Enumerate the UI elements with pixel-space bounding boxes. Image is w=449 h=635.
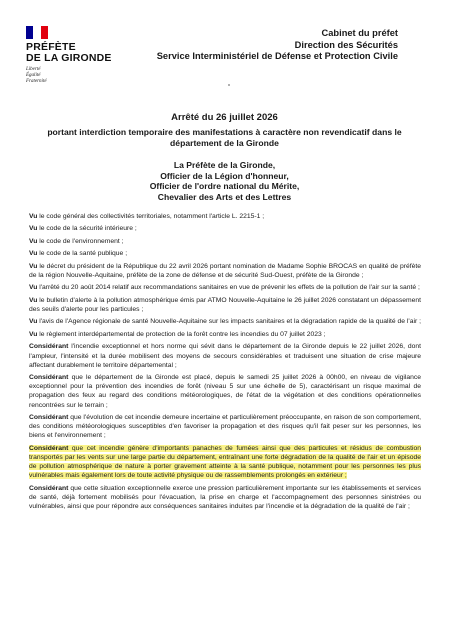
considerant-clause	[29, 484, 421, 511]
clause-content	[29, 250, 127, 257]
issuing-office-header	[157, 28, 398, 63]
clause-lead: Vu	[29, 296, 38, 304]
considerant-clause	[29, 342, 421, 369]
vu-clause	[29, 237, 421, 246]
decree-title: Arrêté du 26 juillet 2026	[171, 112, 278, 123]
vu-clause	[29, 262, 421, 280]
motto-liberte: Liberté	[26, 67, 41, 72]
authority-line: Chevalier des Arts et des Lettres	[157, 191, 292, 202]
clause-text: le code de la santé publique ;	[37, 250, 128, 258]
logo-title-line1: PRÉFÈTE	[26, 41, 76, 53]
clause-content	[29, 238, 123, 245]
clause-text: le bulletin d'alerte à la pollution atmosphérique émis par ATMO Nouvelle-Aquitaine le 26 juillet 2026 constatant un dépassement des seuils d'alerte pour les particules ;	[29, 296, 421, 314]
motto-egalite: Égalité	[26, 73, 41, 78]
clause-lead: Considérant	[29, 444, 69, 452]
authority-line: Officier de l'ordre national du Mérite,	[149, 181, 300, 192]
clause-content	[29, 318, 421, 325]
clause-text: le décret du président de la République du 22 avril 2026 portant nomination de Madame Sophie BROCAS en qualité de préfète de la région Nouvelle-Aquitaine, préfète de la zone de défense et de sécurité Sud-Ouest, préfète de la Gironde ;	[29, 262, 421, 279]
clause-content	[29, 343, 421, 368]
clause-content	[29, 374, 421, 408]
vu-clause	[29, 296, 421, 314]
clause-text: le code général des collectivités territoriales, notamment l'article L. 2215-1 ;	[37, 213, 265, 220]
clause-lead: Considérant	[29, 343, 69, 351]
french-flag-icon	[26, 26, 48, 39]
vu-clause	[29, 224, 421, 233]
clause-content	[29, 213, 264, 220]
clause-text: que cette situation exceptionnelle exerce une pression particulièrement importante sur les établissements et services de santé, déjà fortement mobilisés pour l'évacuation, la prise en charge et l'accompagnement des personnes sinistrées ou vulnérables, ainsi que pour répondre aux conséquences sanitaires induites par l'incendie et la dégradation de la qualité de l'air ;	[29, 484, 421, 511]
motto-fraternite: Fraternité	[26, 79, 47, 84]
clause-lead: Vu	[29, 250, 38, 258]
clause-lead: Vu	[29, 237, 38, 245]
clause-lead: Vu	[29, 262, 38, 270]
considerant-clause	[29, 444, 421, 481]
logo-motto	[26, 67, 136, 85]
clause-lead: Vu	[29, 213, 38, 220]
decree-body	[29, 212, 421, 515]
clause-text: l'arrêté du 20 août 2014 relatif aux recommandations sanitaires en vue de prévenir les effets de la pollution de l'air sur la santé ;	[37, 284, 420, 292]
clause-text: le code de l'environnement ;	[37, 237, 124, 245]
considerant-clause	[29, 413, 421, 440]
clause-lead: Considérant	[29, 414, 69, 422]
clause-text: que l'évolution de cet incendie demeure incertaine et particulièrement préoccupante, en raison de son comportement, des conditions météorologiques susceptibles d'en favoriser la propagation et des risques qu'il fait peser sur les personnes, les biens et l'environnement ;	[29, 414, 421, 440]
clause-text: l'avis de l'Agence régionale de santé Nouvelle-Aquitaine sur les impacts sanitaires et la dégradation rapide de la qualité de l'air ;	[37, 318, 421, 326]
clause-content	[29, 414, 421, 439]
speck-mark	[228, 84, 230, 86]
clause-lead: Vu	[29, 318, 38, 326]
clause-lead: Vu	[29, 225, 38, 233]
clause-text: le règlement interdépartemental de protection de la forêt contre les incendies du 07 juillet 2023 ;	[37, 330, 326, 338]
vu-clause	[29, 330, 421, 339]
header-cabinet: Cabinet du préfet	[321, 28, 398, 38]
clause-lead: Considérant	[29, 484, 69, 492]
highlighted-passage	[29, 445, 421, 479]
clause-content	[29, 225, 137, 232]
decree-subtitle: portant interdiction temporaire des manifestations à caractère non revendicatif dans le département de la Gironde	[47, 127, 402, 148]
logo-title-line2: DE LA GIRONDE	[26, 52, 112, 64]
clause-lead: Vu	[29, 330, 38, 338]
vu-clause	[29, 212, 421, 221]
clause-text: que cet incendie génère d'importants panaches de fumées ainsi que des particules et résidus de combustion transportés par les vents sur une large partie du département, entraînant une forte dégradation de la qualité de l'air et un épisode de pollution atmosphérique de nature à porter gravement atteinte à la santé publique, notamment pour les personnes les plus vulnérables mais également lors de toute activité physique ou de rassemblements prolongés en extérieur ;	[29, 444, 421, 480]
vu-clause	[29, 283, 421, 292]
authority-block	[0, 160, 449, 202]
clause-content	[29, 263, 421, 279]
clause-content	[29, 284, 420, 291]
vu-clause	[29, 317, 421, 326]
authority-line: La Préfète de la Gironde,	[173, 160, 276, 170]
header-direction: Direction des Sécurités	[294, 39, 398, 50]
authority-line: Officier de la Légion d'honneur,	[160, 170, 289, 181]
clause-text: que le département de la Gironde est placé, depuis le samedi 25 juillet 2026 à 00h00, en niveau de vigilance exceptionnel pour la prévention des incendies de forêt (niveau 5 sur une échelle de 5), caractérisant un risque maximal de propagation des feux au regard des conditions météorologiques, de l'état de la végétation et des conditions opérationnelles rencontrées sur le terrain ;	[29, 374, 421, 409]
vu-clause	[29, 249, 421, 258]
prefecture-logo	[26, 26, 136, 85]
clause-content	[29, 297, 421, 313]
clause-text: le code de la sécurité intérieure ;	[37, 225, 137, 233]
clause-content	[29, 485, 421, 510]
clause-text: l'incendie exceptionnel et hors norme qui sévit dans le département de la Gironde depuis le 22 juillet 2026, dont l'ampleur, l'intensité et la durée mobilisent des moyens de secours considérables et traduisent une situation de crise majeure affectant durablement le territoire départemental ;	[29, 343, 421, 369]
clause-content	[29, 331, 326, 338]
header-service: Service Interministériel de Défense et Protection Civile	[156, 51, 398, 61]
considerant-clause	[29, 373, 421, 410]
clause-lead: Considérant	[29, 374, 69, 382]
clause-lead: Vu	[29, 284, 38, 292]
